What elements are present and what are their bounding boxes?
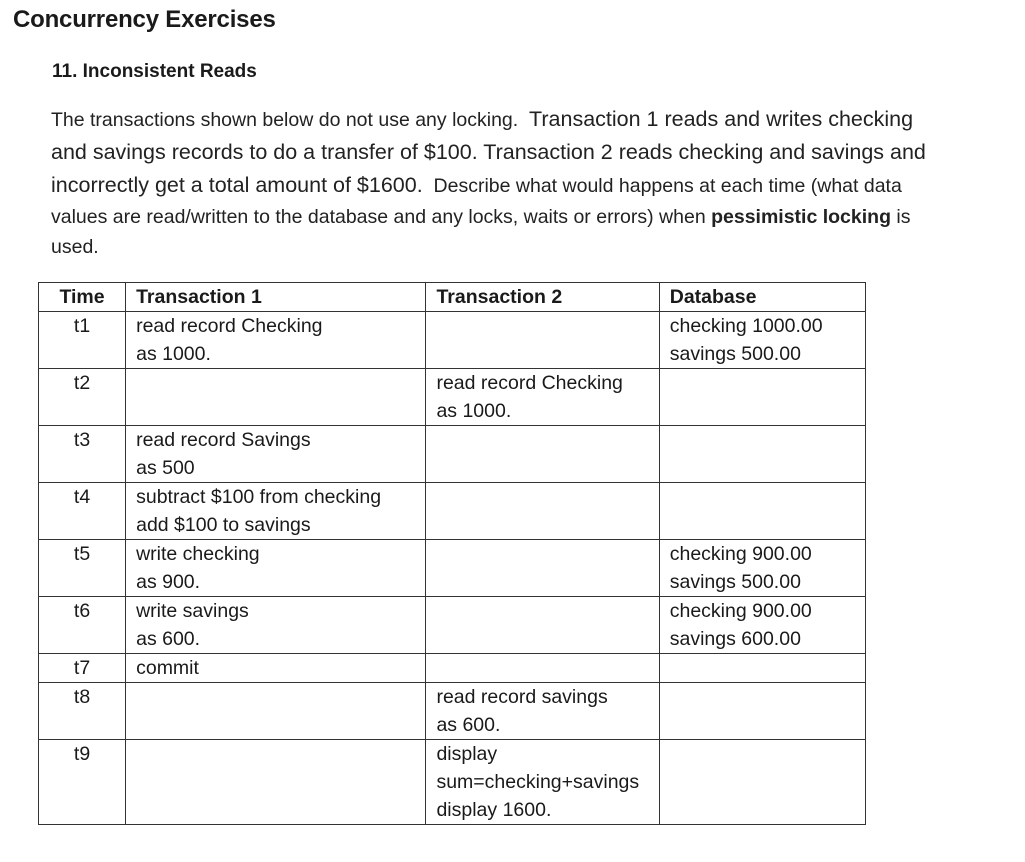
database-cell: [659, 740, 865, 825]
database-cell: [659, 369, 865, 426]
description-line-3-part-b: Describe what would happens at each time (what data: [433, 175, 902, 197]
transaction-1-cell-line: commit: [136, 657, 199, 679]
time-cell: t8: [39, 683, 126, 740]
transaction-2-cell: [426, 540, 659, 597]
transaction-1-cell-line: as 1000.: [136, 343, 211, 365]
time-cell: t5: [39, 540, 126, 597]
table-row: [39, 540, 866, 597]
database-cell: [659, 597, 865, 654]
database-cell: [659, 540, 865, 597]
transaction-1-cell-line: add $100 to savings: [136, 514, 311, 536]
time-cell: t2: [39, 369, 126, 426]
description-line-3: [51, 173, 902, 198]
transaction-2-cell: [426, 740, 659, 825]
transaction-2-cell: [426, 654, 659, 683]
description-line-4-part-c: is: [896, 206, 911, 228]
transaction-1-cell-line: read record Savings: [136, 429, 311, 451]
transaction-2-cell-line: read record savings: [436, 686, 608, 708]
time-cell: t7: [39, 654, 126, 683]
transaction-1-cell: [126, 683, 426, 740]
header-transaction-1: Transaction 1: [126, 283, 426, 312]
database-cell: [659, 654, 865, 683]
transaction-1-cell-line: read record Checking: [136, 315, 323, 337]
table-row: [39, 426, 866, 483]
description-line-4-part-a: values are read/written to the database and any locks, waits or errors) when: [51, 206, 706, 228]
transaction-1-cell-line: subtract $100 from checking: [136, 486, 382, 508]
description-line-1-part-a: The transactions shown below do not use any locking.: [51, 109, 519, 131]
header-transaction-2: Transaction 2: [426, 283, 659, 312]
time-cell: t4: [39, 483, 126, 540]
transaction-1-cell: [126, 426, 426, 483]
transaction-1-cell: [126, 597, 426, 654]
transaction-1-cell-line: as 900.: [136, 571, 201, 593]
transaction-1-cell: [126, 654, 426, 683]
database-cell-line: savings 600.00: [669, 628, 801, 650]
database-cell-line: savings 500.00: [669, 571, 801, 593]
transaction-1-cell: [126, 369, 426, 426]
transaction-1-cell: [126, 740, 426, 825]
description-line-5: used.: [51, 236, 99, 258]
database-cell-line: savings 500.00: [669, 343, 801, 365]
transaction-1-cell: [126, 483, 426, 540]
description-line-2: and savings records to do a transfer of $100. Transaction 2 reads checking and savings and: [51, 140, 926, 164]
transaction-2-cell-line: sum=checking+savings: [436, 771, 640, 793]
description-line-4: [51, 206, 911, 229]
section-heading: 11. Inconsistent Reads: [52, 61, 257, 82]
transaction-2-cell-line: display: [436, 743, 498, 765]
table-row: [39, 597, 866, 654]
time-cell: t3: [39, 426, 126, 483]
description-line-3-part-a: incorrectly get a total amount of $1600.: [51, 173, 423, 197]
transaction-1-cell-line: as 500: [136, 457, 195, 479]
database-cell: [659, 312, 865, 369]
transaction-schedule-table: [38, 282, 866, 825]
table-row: [39, 483, 866, 540]
transaction-2-cell: [426, 597, 659, 654]
database-cell: [659, 683, 865, 740]
transaction-2-cell-line: as 1000.: [436, 400, 512, 422]
transaction-2-cell-line: as 600.: [436, 714, 501, 736]
database-cell-line: checking 1000.00: [669, 315, 823, 337]
description-line-1-part-b: Transaction 1 reads and writes checking: [529, 107, 914, 131]
table-row: [39, 369, 866, 426]
header-database: Database: [659, 283, 865, 312]
database-cell-line: checking 900.00: [669, 600, 812, 622]
transaction-2-cell: [426, 683, 659, 740]
table-header-row: [39, 283, 866, 312]
transaction-1-cell-line: write checking: [136, 543, 260, 565]
database-cell: [659, 483, 865, 540]
table-row: [39, 740, 866, 825]
transaction-2-cell: [426, 426, 659, 483]
transaction-1-cell-line: as 600.: [136, 628, 201, 650]
table-row: [39, 654, 866, 683]
transaction-1-cell: [126, 540, 426, 597]
time-cell: t6: [39, 597, 126, 654]
transaction-1-cell: [126, 312, 426, 369]
table-row: [39, 312, 866, 369]
table-row: [39, 683, 866, 740]
page-title: Concurrency Exercises: [13, 6, 276, 33]
time-cell: t1: [39, 312, 126, 369]
database-cell-line: checking 900.00: [669, 543, 812, 565]
time-cell: t9: [39, 740, 126, 825]
transaction-2-cell: [426, 312, 659, 369]
header-time: Time: [39, 283, 126, 312]
pessimistic-locking-emphasis: pessimistic locking: [711, 206, 891, 228]
transaction-2-cell-line: display 1600.: [436, 799, 552, 821]
description-line-1: [51, 107, 913, 132]
database-cell: [659, 426, 865, 483]
transaction-1-cell-line: write savings: [136, 600, 249, 622]
table-body: [39, 312, 866, 825]
transaction-2-cell-line: read record Checking: [436, 372, 623, 394]
transaction-2-cell: [426, 369, 659, 426]
transaction-2-cell: [426, 483, 659, 540]
